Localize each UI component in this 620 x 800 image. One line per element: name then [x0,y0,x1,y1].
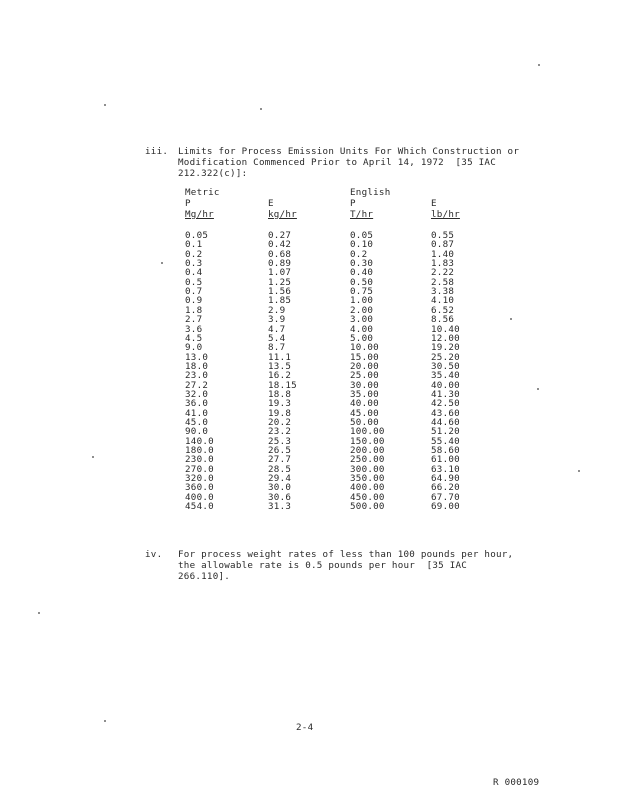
cell-english-e: 66.20 [431,482,460,494]
cell-english-e: 12.00 [431,332,460,344]
cell-english-e: 35.40 [431,370,460,382]
cell-metric-p: 2.7 [185,314,203,326]
bates-number: R 000109 [493,777,540,788]
table-group-metric: Metric [185,187,220,198]
cell-metric-p: 0.9 [185,295,203,307]
scan-speck [38,612,40,614]
unit-english-p: T/hr [350,209,374,220]
cell-metric-e: 30.6 [268,491,292,503]
cell-metric-p: 90.0 [185,426,209,438]
cell-metric-e: 4.7 [268,323,286,335]
cell-metric-e: 3.9 [268,314,286,326]
cell-english-e: 4.10 [431,295,455,307]
section-iv-line-1: For process weight rates of less than 100 pounds per hour, [178,549,514,560]
cell-metric-e: 18.8 [268,388,292,400]
col-metric-p: P [185,198,191,209]
cell-english-p: 250.00 [350,454,385,466]
cell-english-p: 50.00 [350,417,379,428]
section-iii-line-1: Limits for Process Emission Units For Which Construction or [178,146,520,157]
scan-speck [537,388,539,390]
cell-metric-e: 27.7 [268,454,292,466]
cell-metric-p: 400.0 [185,491,214,503]
cell-metric-p: 36.0 [185,398,209,410]
cell-english-e: 3.38 [431,286,455,298]
cell-metric-p: 0.4 [185,267,203,279]
cell-english-e: 1.83 [431,258,455,270]
scan-speck [161,262,163,264]
cell-metric-e: 25.3 [268,435,292,447]
section-iv-line-3: 266.110]. [178,571,231,582]
scan-speck [510,318,512,320]
cell-english-p: 3.00 [350,314,374,326]
cell-metric-e: 1.85 [268,295,292,307]
section-iii-marker: iii. [145,146,169,157]
cell-metric-e: 31.3 [268,501,292,513]
cell-metric-e: 13.5 [268,360,292,372]
cell-english-e: 55.40 [431,435,460,447]
cell-metric-e: 30.0 [268,482,292,494]
cell-metric-e: 29.4 [268,473,292,485]
cell-metric-p: 3.6 [185,323,203,335]
cell-metric-p: 0.05 [185,230,209,241]
scan-speck [260,108,262,110]
cell-english-p: 10.00 [350,342,379,354]
cell-english-e: 25.20 [431,351,460,363]
cell-english-e: 2.22 [431,267,455,279]
cell-metric-p: 18.0 [185,360,209,372]
cell-english-p: 40.00 [350,398,379,410]
col-english-p: P [350,198,356,209]
cell-english-p: 450.00 [350,491,385,503]
cell-metric-p: 23.0 [185,370,209,382]
unit-metric-e: kg/hr [268,209,297,220]
cell-english-e: 19.20 [431,342,460,354]
section-iv-marker: iv. [145,549,163,560]
cell-metric-e: 5.4 [268,332,286,344]
cell-english-p: 1.00 [350,295,374,307]
section-iii-line-2: Modification Commenced Prior to April 14, 1972 [35 IAC [178,157,496,168]
cell-english-e: 1.40 [431,248,455,260]
cell-metric-p: 270.0 [185,463,214,475]
col-english-e: E [431,198,437,209]
cell-metric-p: 230.0 [185,454,214,466]
cell-english-p: 5.00 [350,332,374,344]
cell-english-p: 0.50 [350,276,374,288]
section-iv-line-2: the allowable rate is 0.5 pounds per hour [35 IAC [178,560,468,571]
cell-metric-p: 0.5 [185,276,203,288]
cell-english-p: 0.10 [350,239,374,251]
cell-metric-e: 0.27 [268,230,292,241]
cell-metric-e: 18.15 [268,379,297,391]
cell-english-e: 67.70 [431,491,460,503]
cell-metric-p: 180.0 [185,445,214,456]
scan-speck [104,720,106,722]
cell-metric-p: 13.0 [185,351,209,363]
cell-english-p: 4.00 [350,323,374,335]
cell-english-p: 100.00 [350,426,385,438]
cell-english-p: 350.00 [350,473,385,485]
cell-english-p: 300.00 [350,463,385,475]
scan-speck [538,64,540,66]
cell-metric-p: 41.0 [185,407,209,419]
cell-english-p: 0.2 [350,248,368,260]
cell-metric-e: 0.68 [268,248,292,260]
cell-english-e: 63.10 [431,463,460,475]
unit-english-e: lb/hr [431,209,460,220]
cell-english-p: 0.05 [350,230,374,241]
cell-metric-p: 4.5 [185,332,203,344]
cell-english-p: 200.00 [350,445,385,456]
cell-metric-e: 8.7 [268,342,286,354]
cell-english-e: 8.56 [431,314,455,326]
cell-metric-p: 32.0 [185,388,209,400]
cell-metric-e: 19.8 [268,407,292,419]
cell-english-p: 2.00 [350,304,374,316]
cell-english-e: 0.55 [431,230,455,241]
cell-english-p: 0.75 [350,286,374,298]
cell-english-e: 58.60 [431,445,460,456]
cell-english-e: 64.90 [431,473,460,485]
cell-metric-p: 0.7 [185,286,203,298]
cell-english-e: 40.00 [431,379,460,391]
section-iii-line-3: 212.322(c)]: [178,168,248,179]
cell-metric-e: 26.5 [268,445,292,456]
scan-speck [578,470,580,472]
cell-metric-p: 1.8 [185,304,203,316]
cell-metric-e: 1.56 [268,286,292,298]
cell-english-e: 10.40 [431,323,460,335]
cell-english-e: 6.52 [431,304,455,316]
cell-metric-p: 140.0 [185,435,214,447]
col-metric-e: E [268,198,274,209]
cell-metric-e: 11.1 [268,351,292,363]
cell-metric-e: 0.42 [268,239,292,251]
scan-speck [92,456,94,458]
cell-metric-e: 19.3 [268,398,292,410]
cell-metric-e: 16.2 [268,370,292,382]
cell-metric-p: 45.0 [185,417,209,428]
unit-metric-p: Mg/hr [185,209,214,220]
page-number: 2-4 [296,722,314,733]
cell-english-e: 2.58 [431,276,455,288]
cell-english-p: 0.40 [350,267,374,279]
table-group-english: English [350,187,391,198]
cell-metric-p: 320.0 [185,473,214,485]
cell-metric-e: 2.9 [268,304,286,316]
cell-english-p: 400.00 [350,482,385,494]
cell-english-p: 45.00 [350,407,379,419]
cell-metric-e: 28.5 [268,463,292,475]
cell-english-p: 20.00 [350,360,379,372]
cell-english-e: 69.00 [431,501,460,513]
cell-metric-p: 454.0 [185,501,214,513]
cell-metric-e: 20.2 [268,417,292,428]
cell-english-e: 41.30 [431,388,460,400]
scan-speck [104,104,106,106]
cell-english-e: 61.00 [431,454,460,466]
cell-metric-p: 0.1 [185,239,203,251]
cell-english-p: 30.00 [350,379,379,391]
cell-english-e: 0.87 [431,239,455,251]
cell-metric-p: 9.0 [185,342,203,354]
cell-metric-e: 1.07 [268,267,292,279]
cell-english-e: 43.60 [431,407,460,419]
cell-metric-p: 360.0 [185,482,214,494]
cell-english-p: 0.30 [350,258,374,270]
cell-english-e: 30.50 [431,360,460,372]
cell-metric-p: 0.3 [185,258,203,270]
cell-english-e: 51.20 [431,426,460,438]
cell-english-p: 15.00 [350,351,379,363]
cell-english-p: 35.00 [350,388,379,400]
cell-english-p: 25.00 [350,370,379,382]
cell-metric-e: 0.89 [268,258,292,270]
cell-english-p: 150.00 [350,435,385,447]
cell-english-e: 44.60 [431,417,460,428]
cell-english-e: 42.50 [431,398,460,410]
cell-english-p: 500.00 [350,501,385,513]
cell-metric-p: 0.2 [185,248,203,260]
cell-metric-p: 27.2 [185,379,209,391]
cell-metric-e: 1.25 [268,276,292,288]
cell-metric-e: 23.2 [268,426,292,438]
